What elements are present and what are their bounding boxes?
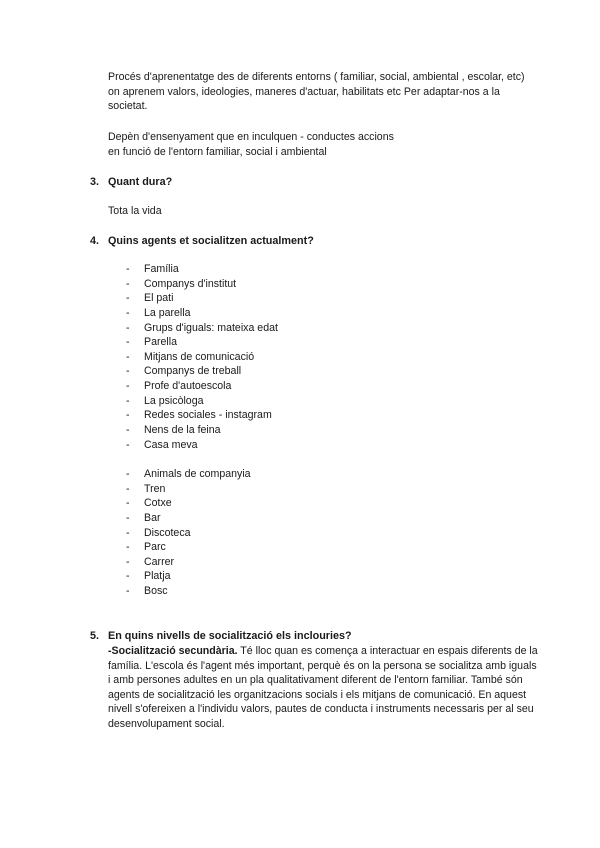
dash-bullet: -: [126, 380, 130, 393]
intro-line-2: en funció de l'entorn familiar, social i ambiental: [108, 145, 327, 158]
dash-bullet: -: [126, 321, 130, 334]
list-item-label: Redes sociales - instagram: [144, 409, 272, 422]
question-3-heading: [90, 175, 172, 190]
list-item-label: Parella: [144, 336, 177, 349]
dash-bullet: -: [126, 468, 130, 480]
dash-bullet: -: [126, 424, 130, 437]
intro-line-1: Depèn d'ensenyament que en inculquen - conductes accions: [108, 131, 394, 143]
dash-bullet: -: [126, 350, 130, 363]
list-item-label: La psicòloga: [144, 394, 204, 407]
list-item: [126, 438, 278, 453]
list-item: [126, 379, 278, 394]
list-item: [126, 408, 278, 423]
dash-bullet: -: [126, 277, 130, 290]
dash-bullet: -: [126, 482, 130, 495]
list-item-label: Parc: [144, 541, 166, 554]
list-item: [126, 335, 278, 350]
list-item-label: Bar: [144, 511, 161, 524]
question-5-number: 5.: [90, 630, 100, 642]
dash-bullet: -: [126, 306, 130, 319]
list-item-label: La parella: [144, 306, 191, 319]
list-item: [126, 540, 251, 555]
list-item: [126, 350, 278, 365]
list-item: [126, 277, 278, 292]
list-item-label: Cotxe: [144, 497, 172, 510]
list-item: [126, 569, 251, 584]
list-item-label: Companys d'institut: [144, 277, 237, 290]
list-item: [126, 584, 251, 599]
list-item: [126, 423, 278, 438]
question-5-bold-lead: -Socialització secundària.: [108, 645, 238, 657]
question-4-heading: [90, 234, 314, 249]
list-item-label: Mitjans de comunicació: [144, 350, 255, 363]
question-5-title: En quins nivells de socialització els inclouries?: [108, 630, 352, 642]
dash-bullet: -: [126, 555, 130, 568]
dash-bullet: -: [126, 497, 130, 510]
dash-bullet: -: [126, 526, 130, 539]
list-item: [126, 496, 251, 511]
list-item: [126, 291, 278, 306]
dash-bullet: -: [126, 570, 130, 583]
list-item-label: Casa meva: [144, 438, 198, 451]
list-item-label: Discoteca: [144, 526, 191, 539]
question-5-text: Té lloc quan es comença a interactuar en espais diferents de la família. L'escola és l'agent més important, perquè és on la persona se socialitza amb iguals i amb persones adultes en un pla qualitativament diferent de l'entorn familiar. També són agents de socialització les organitzacions socials i els mitjans de comunicació. En aquest nivell s'ofereixen a l'individu valors, pautes de conducta i instruments necessaris per al seu desenvolupament social.: [108, 645, 538, 730]
intro-paragraph: Procés d'aprenentatge des de diferents entorns ( familiar, social, ambiental , escolar, etc) on aprenem valors, ideologies, maneres d'actuar, habilitats etc Per adaptar-nos a la societat.: [108, 71, 525, 113]
question-5-heading: [90, 629, 352, 644]
list-item-label: Grups d'iguals: mateixa edat: [144, 321, 278, 334]
list-item: [126, 511, 251, 526]
list-item: [126, 394, 278, 409]
list-item: [126, 364, 278, 379]
dash-bullet: -: [126, 365, 130, 378]
question-3-title: Quant dura?: [108, 176, 173, 188]
dash-bullet: -: [126, 541, 130, 554]
dash-bullet: -: [126, 336, 130, 349]
question-3-answer: Tota la vida: [108, 205, 162, 217]
list-item-label: Profe d'autoescola: [144, 380, 232, 393]
intro-paragraph-2: [108, 130, 528, 159]
list-item-label: Carrer: [144, 555, 175, 568]
list-item: [126, 526, 251, 541]
dash-bullet: -: [126, 511, 130, 524]
list-item-label: Tren: [144, 482, 166, 495]
list-item-label: Família: [144, 263, 179, 275]
list-item-label: Nens de la feina: [144, 424, 221, 437]
agents-list-1: [126, 262, 278, 452]
dash-bullet: -: [126, 438, 130, 451]
dash-bullet: -: [126, 394, 130, 407]
list-item-label: El pati: [144, 292, 174, 305]
question-3-number: 3.: [90, 176, 100, 188]
list-item: [126, 482, 251, 497]
list-item: [126, 262, 278, 277]
list-item-label: Bosc: [144, 585, 168, 598]
list-item: [126, 321, 278, 336]
list-item: [126, 306, 278, 321]
question-5-answer: [108, 644, 538, 732]
dash-bullet: -: [126, 409, 130, 422]
dash-bullet: -: [126, 263, 130, 275]
list-item-label: Companys de treball: [144, 365, 242, 378]
list-item-label: Animals de companyia: [144, 468, 251, 480]
dash-bullet: -: [126, 292, 130, 305]
list-item: [126, 467, 251, 482]
list-item-label: Platja: [144, 570, 171, 583]
question-4-number: 4.: [90, 235, 100, 247]
dash-bullet: -: [126, 585, 130, 598]
list-item: [126, 555, 251, 570]
agents-list-2: [126, 467, 251, 599]
question-4-title: Quins agents et socialitzen actualment?: [108, 235, 314, 247]
